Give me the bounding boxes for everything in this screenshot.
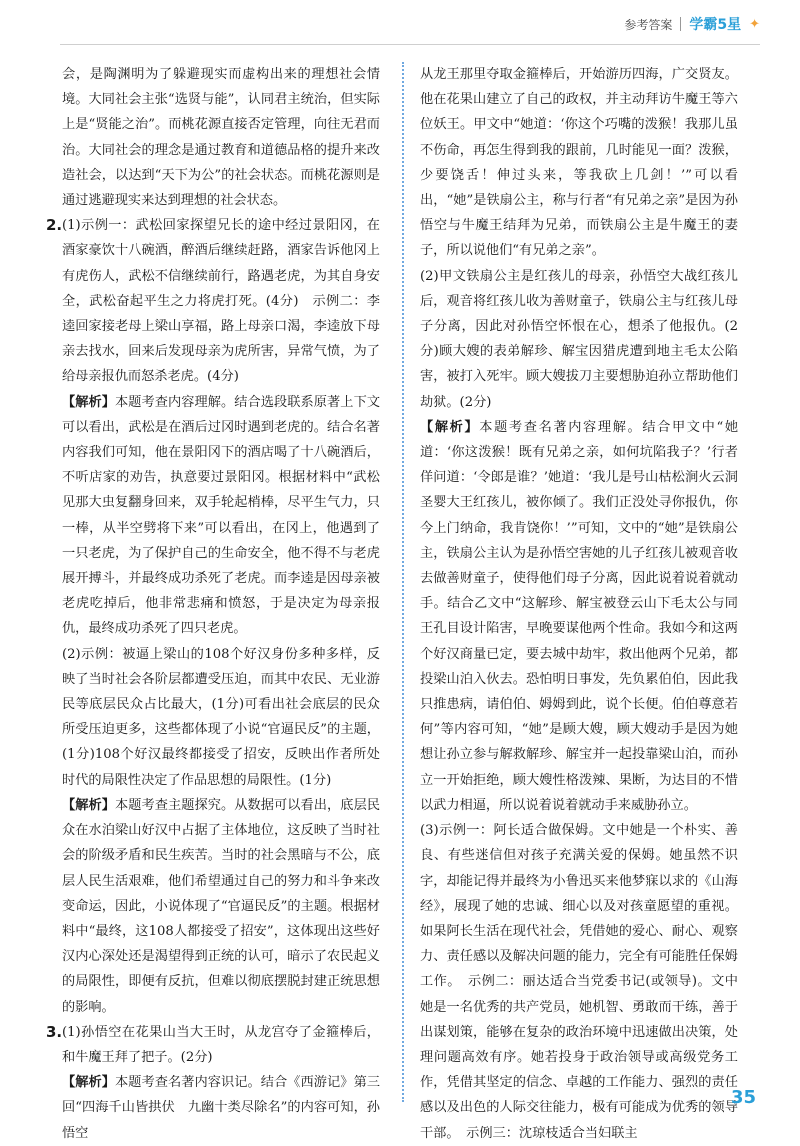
header-separator (680, 17, 681, 31)
page-header (624, 10, 760, 38)
question-2-number: 2. (46, 216, 63, 235)
right-column (420, 62, 738, 1146)
left-paragraph-1: 会，是陶渊明为了躲避现实而虚构出来的理想社会情境。大同社会主张“选贤与能”，认同君主统治，但实际上是“贤能之治”。而桃花源直接否定管理，向往无君而治。大同社会的理念是通过教育和道德品格的提升来改造社会，以达到“天下为公”的社会状态。而桃花源则是通过逃避现实来达到理想的社会状态。 (62, 67, 380, 209)
column-divider (402, 62, 404, 1102)
question-2-analysis-1 (62, 390, 380, 642)
analysis-text: 本题考查名著内容理解。结合甲文中“她道：‘你这泼猴！既有兄弟之亲，如何坑陷我子？’行者佯问道：‘令郎是谁？’她道：‘我儿是号山枯松涧火云洞圣婴大王红孩儿，被你倾了。我们正没处寻你报仇，你今上门纳命，我肯饶你！’”可知，文中的“她”是铁扇公主，铁扇公主认为是孙悟空害她的儿子红孩儿被观音收去做善财童子，使得他们母子分离，因此说着说着就动手。结合乙文中“这解珍、解宝被登云山下毛太公与同王孔目设计陷害，早晚要谋他两个性命。我如今和这两个好汉商量已定，要去城中劫牢，救出他两个兄弟，都投梁山泊入伙去。恐怕明日事发，先负累伯伯，因此我只推患病，请伯伯、姆姆到此，说个长便。伯伯尊意若何”等内容可知，“她”是顾大嫂，顾大嫂动手是因为她想让孙立参与解救解珍、解宝并一起投靠梁山泊，而孙立一开始拒绝，顾大嫂性格泼辣、果断，为达目的不惜以武力相逼，所以说着说着就动手来威胁孙立。 (420, 419, 739, 813)
page-number: 35 (730, 1087, 756, 1108)
analysis-tag: 【解析】 (62, 1075, 116, 1091)
analysis-text: 本题考查名著内容识记。结合《西游记》第三回“四海千山皆拱伏 九幽十类尽除名”的内容可知，孙悟空 (62, 1075, 381, 1141)
right-answer-3: (3)示例一：阿长适合做保姆。文中她是一个朴实、善良、有些迷信但对孩子充满关爱的保姆。她虽然不识字，却能记得并最终为小鲁迅买来他梦寐以求的《山海经》，展现了她的忠诚、细心以及对孩童愿望的重视。如果阿长生活在现代社会，凭借她的爱心、耐心、观察力、责任感以及解决问题的能力，完全有可能胜任保姆工作。 示例二：丽达适合当党委书记(或领导)。文中她是一名优秀的共产党员，她机智、勇敢而干练，善于出谋划策，能够在复杂的政治环境中迅速做出决策，处理问题高效有序。她若投身于政治领导或高级党务工作，凭借其坚定的信念、卓越的工作能力、强烈的责任感以及出色的人际交往能力，极有可能成为优秀的领导干部。 示例三：沈琼枝适合当妇联主 (420, 823, 738, 1141)
right-paragraph-1: 从龙王那里夺取金箍棒后，开始游历四海，广交贤友。他在花果山建立了自己的政权，并主动拜访牛魔王等六位妖王。甲文中“她道：‘你这个巧嘴的泼猴！我那儿虽不伤命，再怎生得到我的跟前，几时能见一面？泼猴，少要饶舌！伸过头来，等我砍上几剑！’”可以看出，“她”是铁扇公主，称与行者“有兄弟之亲”是因为孙悟空与牛魔王结拜为兄弟，而铁扇公主是牛魔王的妻子，所以说他们“有兄弟之亲”。 (420, 67, 738, 259)
analysis-text: 本题考查主题探究。从数据可以看出，底层民众在水泊梁山好汉中占据了主体地位，这反映了当时社会的阶级矛盾和民生疾苦。当时的社会黑暗与不公，底层人民生活艰难，他们希望通过自己的努力和斗争来改变命运，因此，小说体现了“官逼民反”的主题。根据材料中“最终，这108人都接受了招安”，这体现出这些好汉内心深处还是渴望得到正统的认可，暗示了农民起义的局限性，即便有反抗，但难以彻底摆脱封建正统思想的影响。 (62, 797, 381, 1015)
analysis-tag: 【解析】 (62, 797, 116, 813)
analysis-tag: 【解析】 (420, 419, 480, 435)
header-rule (60, 44, 760, 45)
header-label: 参考答案 (624, 17, 673, 32)
question-2-answer-2: (2)示例：被逼上梁山的108个好汉身份多种多样，反映了当时社会各阶层都遭受压迫，而其中农民、无业游民等底层民众占比最大，(1分)可看出社会底层的民众所受压迫更多，这些都体现了小说“官逼民反”的主题，(1分)108个好汉最终都接受了招安，反映出作者所处时代的局限性决定了作品思想的局限性。(1分) (62, 646, 380, 788)
question-3 (46, 1020, 380, 1070)
question-2-answer-1: (1)示例一：武松回家探望兄长的途中经过景阳冈，在酒家豪饮十八碗酒，醉酒后继续赶路，酒家告诉他冈上有虎伤人，武松不信继续前行，路遇老虎，为其自身安全，武松奋起平生之力将虎打死。(4分) 示例二：李逵回家接老母上梁山享福，路上母亲口渴，李逵放下母亲去找水，回来后发现母亲为虎所害，异常气愤，为了给母亲报仇而怒杀老虎。(4分) (62, 218, 380, 385)
star-icon: ✦ (749, 16, 760, 32)
analysis-text: 本题考查内容理解。结合选段联系原著上下文可以看出，武松是在酒后过冈时遇到老虎的。结合名著内容我们可知，他在景阳冈下的酒店喝了十八碗酒后，不听店家的劝告，执意要过景阳冈。根据材料中“武松见那大虫复翻身回来，双手轮起梢棒，尽平生气力，只一棒，从半空劈将下来”可以看出，在冈上，他遇到了一只老虎，为了保护自己的生命安全，他不得不与老虎展开搏斗，并最终成功杀死了老虎。而李逵是因母亲被老虎吃掉后，他非常悲痛和愤怒，于是决定为母亲报仇，最终成功杀死了四只老虎。 (62, 394, 381, 637)
question-3-answer-1: (1)孙悟空在花果山当大王时，从龙宫夺了金箍棒后，和牛魔王拜了把子。(2分) (62, 1024, 380, 1065)
right-analysis (420, 415, 738, 818)
analysis-tag: 【解析】 (62, 394, 116, 410)
question-2-analysis-2 (62, 793, 380, 1020)
question-3-analysis-1 (62, 1070, 380, 1146)
question-2 (46, 213, 380, 389)
header-brand: 学霸5星 (689, 17, 742, 33)
right-answer-2: (2)甲文铁扇公主是红孩儿的母亲，孙悟空大战红孩儿后，观音将红孩儿收为善财童子，铁扇公主与红孩儿母子分离，因此对孙悟空怀恨在心，想杀了他报仇。(2分)顾大嫂的表弟解珍、解宝因猎虎遭到地主毛太公陷害，被打入死牢。顾大嫂拔刀主要想胁迫孙立帮助他们劫狱。(2分) (420, 268, 738, 410)
left-column (46, 62, 381, 1146)
question-3-number: 3. (46, 1022, 63, 1041)
